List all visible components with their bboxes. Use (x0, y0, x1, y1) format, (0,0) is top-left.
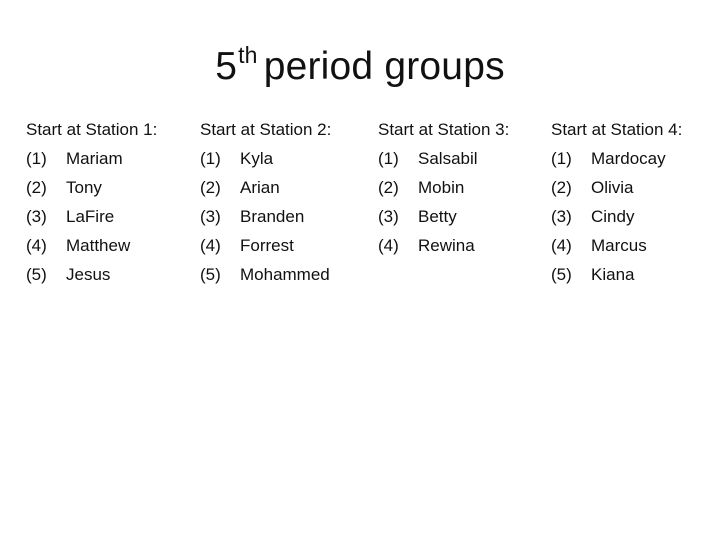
list-item (378, 231, 509, 260)
station-4-list (551, 144, 682, 289)
list-item (551, 260, 682, 289)
list-item (551, 202, 682, 231)
list-item (26, 144, 157, 173)
item-number: (2) (551, 178, 572, 197)
item-number: (4) (551, 236, 572, 255)
item-number: (2) (200, 178, 221, 197)
member-name: Kiana (591, 265, 635, 284)
member-name: LaFire (66, 207, 115, 226)
item-number: (3) (26, 207, 47, 226)
member-name: Arian (240, 178, 280, 197)
member-name: Tony (66, 178, 102, 197)
list-item (26, 231, 157, 260)
member-name: Salsabil (418, 149, 478, 168)
member-name: Betty (418, 207, 457, 226)
station-3-heading: Start at Station 3: (378, 120, 510, 139)
list-item (26, 260, 157, 289)
item-number: (3) (551, 207, 572, 226)
list-item (551, 231, 682, 260)
title-number: 5 (215, 45, 238, 88)
list-item (378, 173, 509, 202)
slide-title (0, 42, 720, 92)
member-name: Jesus (66, 265, 111, 284)
list-item (200, 260, 331, 289)
member-name: Branden (240, 207, 305, 226)
title-text: period groups (263, 45, 505, 88)
item-number: (1) (200, 149, 221, 168)
item-number: (1) (551, 149, 572, 168)
station-4-heading: Start at Station 4: (551, 120, 683, 139)
member-name: Matthew (66, 236, 131, 255)
title-superscript: th (238, 42, 258, 68)
member-name: Rewina (418, 236, 475, 255)
item-number: (4) (26, 236, 47, 255)
list-item (378, 202, 509, 231)
item-number: (2) (378, 178, 399, 197)
member-name: Mardocay (591, 149, 666, 168)
list-item (26, 173, 157, 202)
member-name: Mariam (66, 149, 123, 168)
station-2-list (200, 144, 331, 289)
item-number: (5) (26, 265, 47, 284)
station-2-column (200, 115, 331, 289)
item-number: (4) (200, 236, 221, 255)
station-columns (0, 115, 720, 315)
station-1-heading: Start at Station 1: (26, 120, 158, 139)
station-1-column (26, 115, 157, 289)
member-name: Olivia (591, 178, 634, 197)
list-item (378, 144, 509, 173)
station-1-list (26, 144, 157, 289)
item-number: (1) (26, 149, 47, 168)
list-item (551, 144, 682, 173)
list-item (200, 202, 331, 231)
member-name: Mobin (418, 178, 465, 197)
list-item (200, 144, 331, 173)
list-item (26, 202, 157, 231)
list-item (200, 173, 331, 202)
item-number: (3) (200, 207, 221, 226)
item-number: (5) (551, 265, 572, 284)
station-4-column (551, 115, 682, 289)
list-item (551, 173, 682, 202)
member-name: Forrest (240, 236, 294, 255)
item-number: (4) (378, 236, 399, 255)
item-number: (5) (200, 265, 221, 284)
member-name: Kyla (240, 149, 274, 168)
item-number: (1) (378, 149, 399, 168)
list-item (200, 231, 331, 260)
station-2-heading: Start at Station 2: (200, 120, 332, 139)
member-name: Mohammed (240, 265, 330, 284)
station-3-list (378, 144, 509, 260)
item-number: (2) (26, 178, 47, 197)
station-3-column (378, 115, 509, 260)
item-number: (3) (378, 207, 399, 226)
member-name: Marcus (591, 236, 647, 255)
member-name: Cindy (591, 207, 635, 226)
